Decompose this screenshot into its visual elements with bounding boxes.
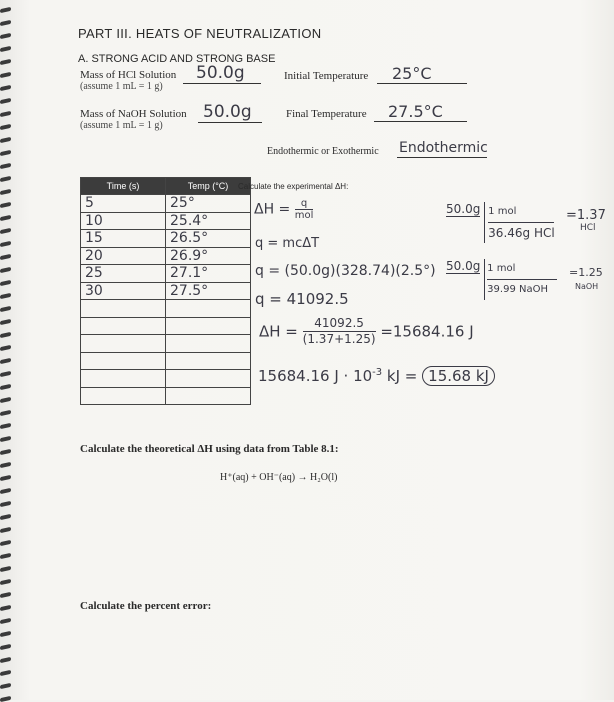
binding-ring	[0, 111, 11, 117]
naoh-moles-unit: NaOH	[575, 282, 599, 291]
naoh-mole-conversion: 50.0g 1 mol 39.99 NaOH	[446, 259, 557, 300]
table-row	[81, 247, 251, 265]
binding-ring	[0, 293, 11, 299]
naoh-mass-value[interactable]: 50.0g	[203, 102, 252, 122]
time-cell[interactable]: 5	[81, 195, 166, 213]
binding-ring	[0, 345, 11, 351]
binding-ring	[0, 605, 11, 611]
hcl-mass-value[interactable]: 50.0g	[196, 63, 245, 83]
q-substitution: q = (50.0g)(328.74)(2.5°)	[255, 263, 436, 279]
q-result: q = 41092.5	[255, 290, 349, 308]
binding-ring	[0, 644, 11, 650]
naoh-mass-note: (assume 1 mL = 1 g)	[80, 120, 163, 131]
hcl-moles-result: =1.37	[566, 208, 606, 223]
endo-exo-label: Endothermic or Exothermic	[267, 146, 379, 157]
hcl-mass-note: (assume 1 mL = 1 g)	[80, 81, 163, 92]
time-cell[interactable]	[81, 317, 166, 335]
time-cell[interactable]: 15	[81, 230, 166, 248]
binding-ring	[0, 202, 11, 208]
binding-ring	[0, 436, 11, 442]
binding-ring	[0, 228, 11, 234]
q-formula: q = mcΔT	[255, 236, 320, 251]
binding-ring	[0, 488, 11, 494]
temp-cell[interactable]	[166, 300, 251, 318]
binding-ring	[0, 683, 11, 689]
binding-ring	[0, 462, 11, 468]
dh-calculation: ΔH = $\frac{41092.5}{(1.37+1.25)}$ =15684.16 J	[259, 316, 474, 346]
naoh-moles-result: =1.25	[569, 266, 603, 279]
final-temp-label: Final Temperature	[286, 108, 367, 120]
naoh-mass-label: Mass of NaOH Solution	[80, 108, 187, 120]
hcl-mass-label: Mass of HCl Solution	[80, 69, 177, 81]
binding-ring	[0, 215, 11, 221]
binding-ring	[0, 358, 11, 364]
binding-ring	[0, 384, 11, 390]
binding-ring	[0, 371, 11, 377]
theoretical-dh-prompt: Calculate the theoretical ΔH using data from Table 8.1:	[80, 443, 339, 455]
temp-cell[interactable]: 27.5°	[166, 282, 251, 300]
time-cell[interactable]: 25	[81, 265, 166, 283]
temp-cell[interactable]: 25°	[166, 195, 251, 213]
initial-temp-value[interactable]: 25°C	[392, 64, 432, 83]
binding-ring	[0, 696, 11, 702]
binding-ring	[0, 46, 11, 52]
experimental-dh-label: Calculate the experimental ΔH:	[238, 182, 349, 191]
hcl-mole-conversion: 50.0g 1 mol 36.46g HCl	[446, 202, 555, 243]
temp-cell[interactable]	[166, 370, 251, 388]
table-row	[81, 317, 251, 335]
binding-ring	[0, 618, 11, 624]
final-answer-circle: 15.68 kJ	[422, 366, 495, 386]
part-title: PART III. HEATS OF NEUTRALIZATION	[78, 26, 322, 41]
binding-ring	[0, 670, 11, 676]
table-row	[81, 387, 251, 405]
binding-ring	[0, 267, 11, 273]
temperature-table	[80, 177, 251, 405]
temp-cell[interactable]: 26.9°	[166, 247, 251, 265]
binding-ring	[0, 306, 11, 312]
dh-definition: ΔH = q mol	[254, 198, 314, 221]
time-cell[interactable]: 20	[81, 247, 166, 265]
table-row	[81, 195, 251, 213]
table-row	[81, 212, 251, 230]
table-row	[81, 282, 251, 300]
temp-cell[interactable]	[166, 352, 251, 370]
binding-ring	[0, 150, 11, 156]
binding-ring	[0, 332, 11, 338]
endo-exo-value[interactable]: Endothermic	[399, 140, 488, 156]
table-header-time: Time (s)	[81, 178, 166, 195]
neutralization-equation: H⁺(aq) + OH⁻(aq) → H₂O(l)	[220, 472, 338, 483]
time-cell[interactable]	[81, 387, 166, 405]
binding-ring	[0, 20, 11, 26]
binding-ring	[0, 449, 11, 455]
temp-cell[interactable]: 25.4°	[166, 212, 251, 230]
binding-ring	[0, 241, 11, 247]
binding-ring	[0, 85, 11, 91]
temp-cell[interactable]: 27.1°	[166, 265, 251, 283]
binding-ring	[0, 475, 11, 481]
table-row	[81, 352, 251, 370]
binding-ring	[0, 254, 11, 260]
binding-ring	[0, 319, 11, 325]
binding-ring	[0, 397, 11, 403]
table-row	[81, 370, 251, 388]
binding-ring	[0, 540, 11, 546]
time-cell[interactable]	[81, 335, 166, 353]
binding-ring	[0, 423, 11, 429]
temp-cell[interactable]	[166, 335, 251, 353]
binding-ring	[0, 176, 11, 182]
binding-ring	[0, 410, 11, 416]
binding-ring	[0, 33, 11, 39]
spiral-binding	[0, 0, 14, 700]
binding-ring	[0, 527, 11, 533]
time-cell[interactable]	[81, 370, 166, 388]
time-cell[interactable]: 30	[81, 282, 166, 300]
hcl-mass-label-group	[80, 69, 176, 92]
binding-ring	[0, 59, 11, 65]
temp-cell[interactable]	[166, 387, 251, 405]
binding-ring	[0, 579, 11, 585]
binding-ring	[0, 553, 11, 559]
binding-ring	[0, 592, 11, 598]
binding-ring	[0, 137, 11, 143]
temp-cell[interactable]	[166, 317, 251, 335]
binding-ring	[0, 566, 11, 572]
final-temp-value[interactable]: 27.5°C	[388, 102, 443, 121]
binding-ring	[0, 163, 11, 169]
binding-ring	[0, 98, 11, 104]
binding-ring	[0, 280, 11, 286]
binding-ring	[0, 72, 11, 78]
time-cell[interactable]	[81, 300, 166, 318]
temp-cell[interactable]: 26.5°	[166, 230, 251, 248]
time-cell[interactable]	[81, 352, 166, 370]
percent-error-prompt: Calculate the percent error:	[80, 600, 212, 612]
table-row	[81, 335, 251, 353]
kj-conversion: 15684.16 $J \cdot 10^{-3}$ kJ = 15.68 kJ	[258, 367, 495, 385]
hcl-moles-unit: HCl	[580, 223, 596, 233]
table-row	[81, 230, 251, 248]
naoh-mass-label-group	[80, 108, 187, 131]
initial-temp-label: Initial Temperature	[284, 70, 369, 82]
binding-ring	[0, 631, 11, 637]
binding-ring	[0, 124, 11, 130]
table-header-temp: Temp (°C)	[166, 178, 251, 195]
time-cell[interactable]: 10	[81, 212, 166, 230]
table-row	[81, 265, 251, 283]
binding-ring	[0, 189, 11, 195]
binding-ring	[0, 7, 11, 13]
binding-ring	[0, 501, 11, 507]
binding-ring	[0, 657, 11, 663]
table-row	[81, 300, 251, 318]
binding-ring	[0, 514, 11, 520]
section-title: A. STRONG ACID AND STRONG BASE	[78, 53, 276, 65]
